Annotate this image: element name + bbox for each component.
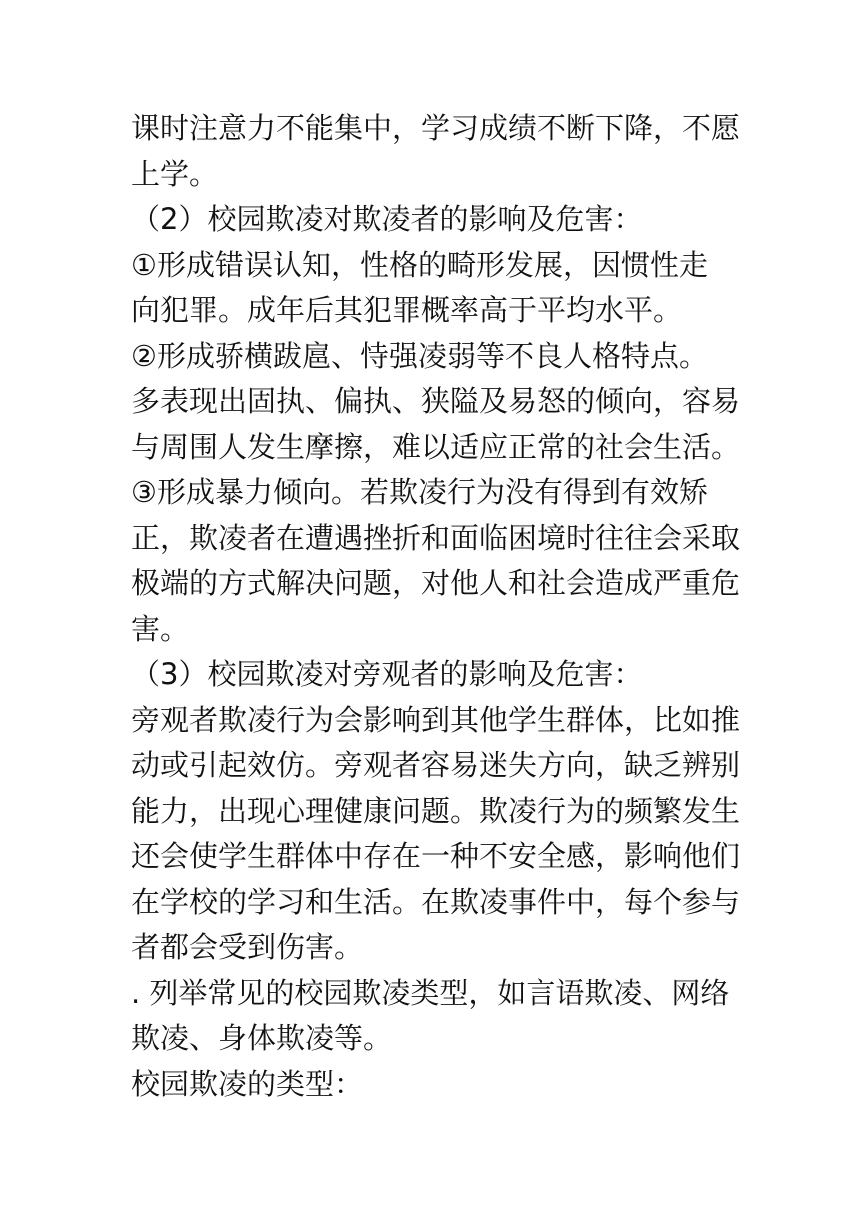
text-line: 向犯罪。成年后其犯罪概率高于平均水平。 bbox=[131, 293, 683, 327]
text-line: ②形成骄横跋扈、恃强凌弱等不良人格特点。 bbox=[131, 338, 708, 373]
section-heading: （2）校园欺凌对欺凌者的影响及危害： bbox=[131, 202, 643, 236]
text-line: 在学校的学习和生活。在欺凌事件中，每个参与 bbox=[131, 884, 741, 919]
text-line: 害。 bbox=[131, 611, 190, 646]
text-line: . 列举常见的校园欺凌类型，如言语欺凌、网络 bbox=[131, 975, 730, 1010]
text-line: 旁观者欺凌行为会影响到其他学生群体，比如推 bbox=[131, 702, 741, 737]
text-line: 动或引起效仿。旁观者容易迷失方向，缺乏辨别 bbox=[131, 748, 741, 782]
text-line: 与周围人发生摩擦，难以适应正常的社会生活。 bbox=[131, 429, 741, 464]
section-heading: 校园欺凌的类型： bbox=[131, 1066, 364, 1101]
text-line: 欺凌、身体欺凌等。 bbox=[131, 1021, 393, 1055]
text-line: 能力，出现心理健康问题。欺凌行为的频繁发生 bbox=[131, 793, 741, 828]
section-heading: （3）校园欺凌对旁观者的影响及危害： bbox=[131, 657, 643, 691]
text-line: 多表现出固执、偏执、狭隘及易怒的倾向，容易 bbox=[131, 384, 741, 418]
text-line: 上学。 bbox=[131, 156, 219, 191]
text-line: ③形成暴力倾向。若欺凌行为没有得到有效矫 bbox=[131, 475, 708, 509]
text-line: 极端的方式解决问题，对他人和社会造成严重危 bbox=[131, 566, 741, 600]
text-line: 课时注意力不能集中，学习成绩不断下降，不愿 bbox=[131, 111, 741, 145]
text-line: 还会使学生群体中存在一种不安全感，影响他们 bbox=[131, 839, 741, 873]
document-body bbox=[131, 106, 741, 1107]
text-line: 正，欺凌者在遭遇挫折和面临困境时往往会采取 bbox=[131, 520, 741, 555]
text-line: ①形成错误认知，性格的畸形发展，因惯性走 bbox=[131, 247, 708, 282]
text-line: 者都会受到伤害。 bbox=[131, 930, 364, 964]
